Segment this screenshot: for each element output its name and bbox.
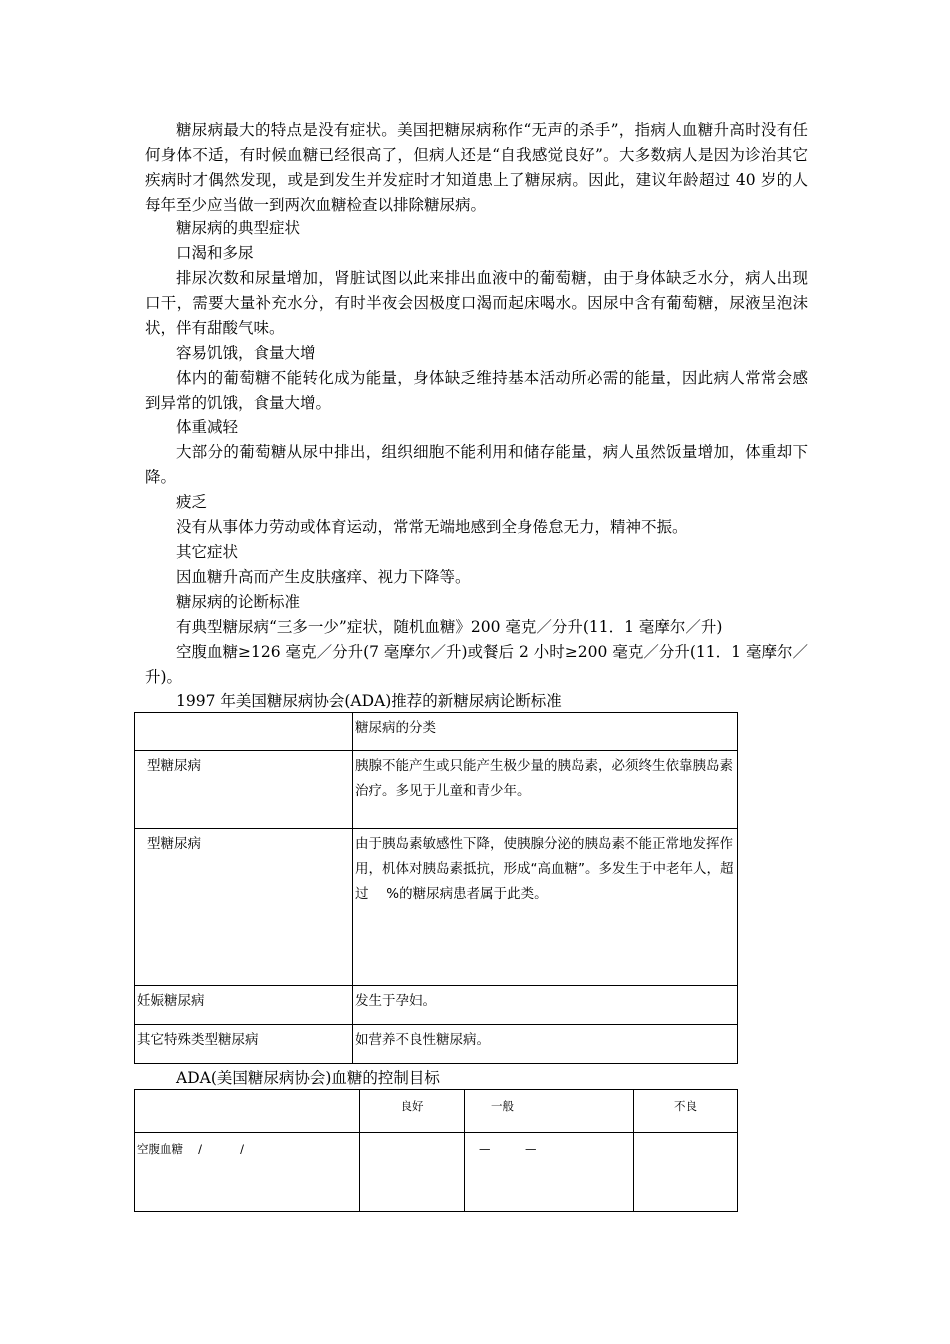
diabetes-classification-table [134,712,738,1064]
table-header-cell: 良好 [360,1090,465,1133]
table-header-cell: 一般 [465,1090,634,1133]
paragraph-other-symptoms: 因血糖升高而产生皮肤瘙痒、视力下降等。 [176,568,471,586]
table-cell: 妊娠糖尿病 [135,986,353,1025]
table-row [135,1133,738,1212]
paragraph-weight-loss: 大部分的葡萄糖从尿中排出，组织细胞不能利用和储存能量，病人虽然饭量增加，体重却下降。 [145,443,808,486]
subheading-weight-loss: 体重减轻 [176,418,239,436]
table-row [135,986,738,1025]
paragraph-hunger: 体内的葡萄糖不能转化成为能量，身体缺乏维持基本活动所必需的能量，因此病人常常会感到异常的饥饿，食量大增。 [145,369,808,412]
table-row [135,713,738,751]
table1-caption: 1997 年美国糖尿病协会(ADA)推荐的新糖尿病论断标准 [176,692,562,710]
table-row [135,751,738,829]
subheading-hunger: 容易饥饿，食量大增 [176,344,316,362]
table-header-cell: 不良 [634,1090,738,1133]
table-cell: 空腹血糖 / / [135,1133,360,1212]
table-row [135,829,738,986]
table-cell: 胰腺不能产生或只能产生极少量的胰岛素，必须终生依靠胰岛素治疗。多见于儿童和青少年。 [353,751,738,829]
table-cell [360,1133,465,1212]
table2-caption: ADA(美国糖尿病协会)血糖的控制目标 [176,1069,440,1087]
paragraph-diagnosis-random: 有典型糖尿病“三多一少”症状，随机血糖》200 毫克／分升(11．1 毫摩尔／升) [176,618,723,636]
section-heading-typical-symptoms: 糖尿病的典型症状 [176,219,301,237]
table-cell [135,713,353,751]
blood-glucose-control-targets-table [134,1089,738,1212]
table-cell: — — [465,1133,634,1212]
subheading-fatigue: 疲乏 [176,493,208,511]
table-row [135,1025,738,1064]
intro-paragraph: 糖尿病最大的特点是没有症状。美国把糖尿病称作“无声的杀手”，指病人血糖升高时没有任何身体不适，有时候血糖已经很高了，但病人还是“自我感觉良好”。大多数病人是因为诊治其它疾病时才偶然发现，或是到发生并发症时才知道患上了糖尿病。因此，建议年龄超过 40 岁的人每年至少应当做一到两次血糖检查以排除糖尿病。 [145,121,808,214]
table-cell: 型糖尿病 [135,751,353,829]
table-cell [135,1090,360,1133]
table-cell: 其它特殊类型糖尿病 [135,1025,353,1064]
paragraph-fatigue: 没有从事体力劳动或体育运动，常常无端地感到全身倦怠无力，精神不振。 [176,518,688,536]
table-cell [634,1133,738,1212]
subheading-other-symptoms: 其它症状 [176,543,239,561]
paragraph-thirst: 排尿次数和尿量增加，肾脏试图以此来排出血液中的葡萄糖，由于身体缺乏水分，病人出现口干，需要大量补充水分，有时半夜会因极度口渴而起床喝水。因尿中含有葡萄糖，尿液呈泡沫状，伴有甜酸气味。 [145,269,808,337]
table-cell: 由于胰岛素敏感性下降，使胰腺分泌的胰岛素不能正常地发挥作用，机体对胰岛素抵抗，形成“高血糖”。多发生于中老年人，超过 %的糖尿病患者属于此类。 [353,829,738,986]
table-header-cell: 糖尿病的分类 [353,713,738,751]
table-cell: 如营养不良性糖尿病。 [353,1025,738,1064]
table-cell: 型糖尿病 [135,829,353,986]
table-cell: 发生于孕妇。 [353,986,738,1025]
subheading-thirst: 口渴和多尿 [176,244,254,262]
section-heading-diagnosis: 糖尿病的论断标准 [176,593,301,611]
paragraph-diagnosis-fasting: 空腹血糖≥126 毫克／分升(7 毫摩尔／升)或餐后 2 小时≥200 毫克／分升(11．1 毫摩尔／升)。 [145,643,808,686]
table-row [135,1090,738,1133]
